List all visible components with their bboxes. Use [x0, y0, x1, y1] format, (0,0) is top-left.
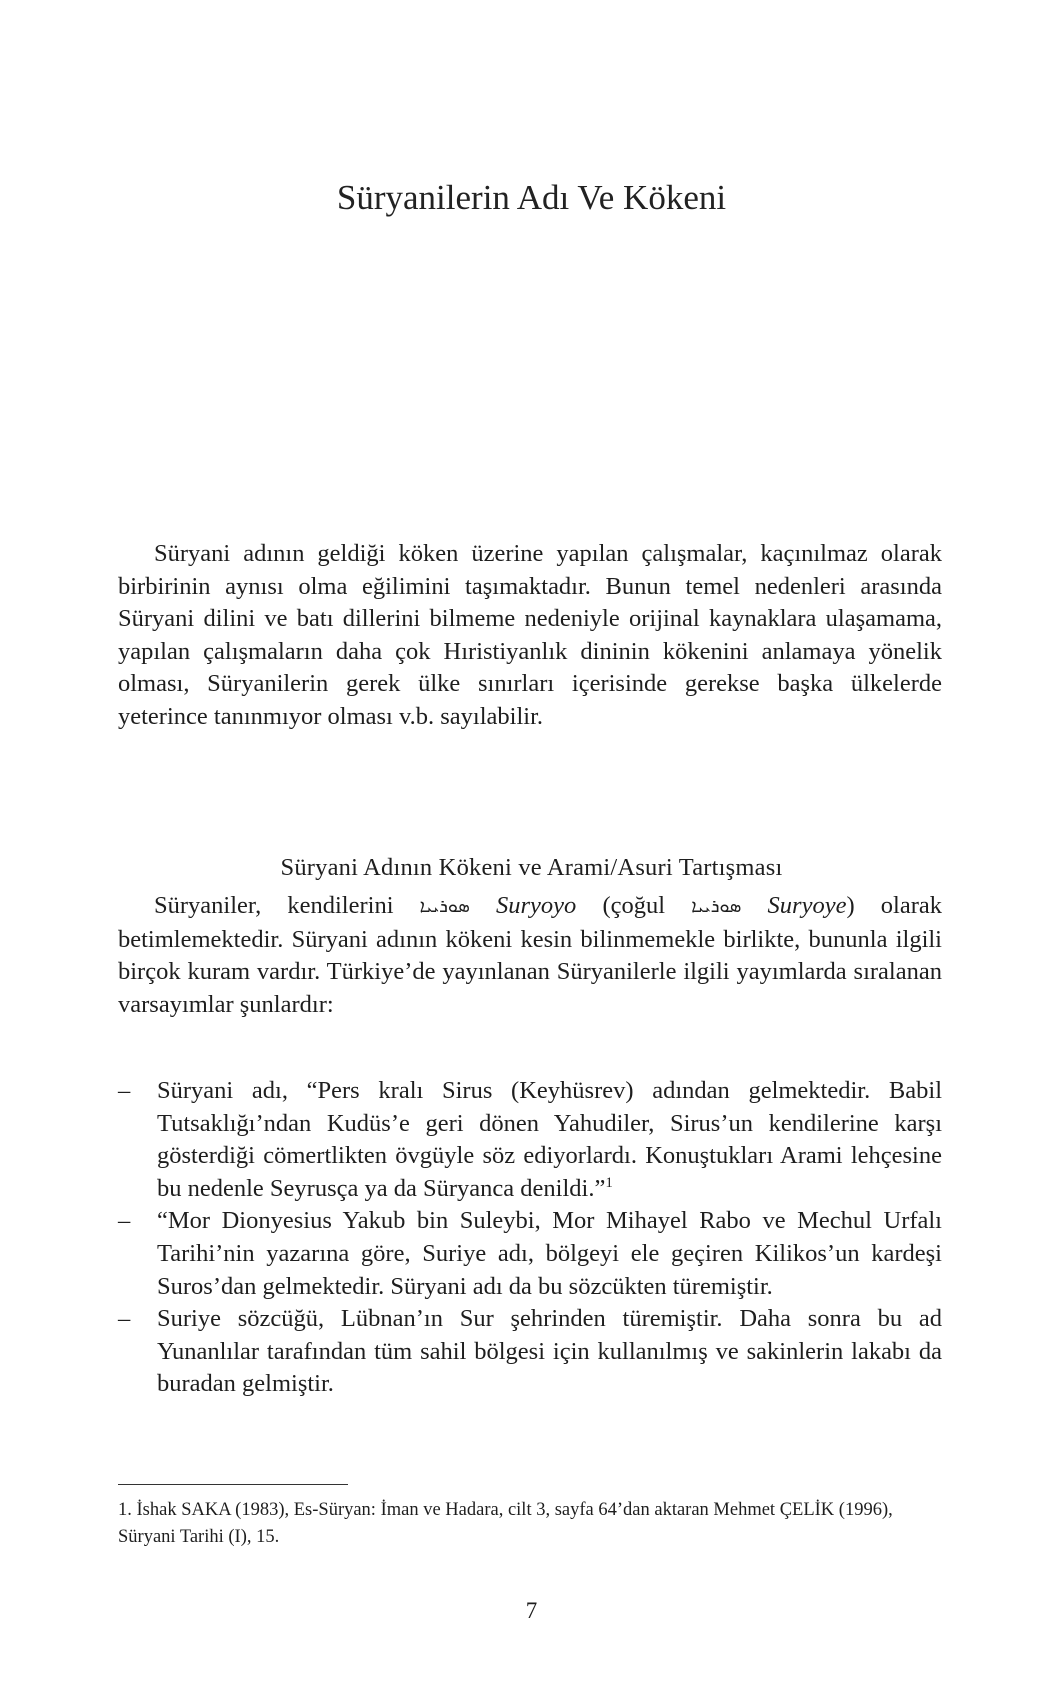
- footnote-divider: [118, 1484, 348, 1485]
- section-paragraph-part1: Süryaniler, kendilerini: [154, 892, 420, 919]
- list-item: [118, 1075, 942, 1205]
- list-dash: –: [118, 1077, 131, 1104]
- list-dash: –: [118, 1207, 131, 1235]
- term-plural: Suryoye: [767, 892, 847, 919]
- list-item: [118, 1303, 942, 1401]
- list-item-text: “Mor Dionyesius Yakub bin Suleybi, Mor Mihayel Rabo ve Mechul Urfalı Tarihi’nin yazarına göre, Suriye adı, bölgeyi ele geçiren Kilikos’un kardeşi Suros’dan gelmektedir. Süryani adı da bu sözcükten türemiştir.: [157, 1207, 942, 1300]
- list-item-text: Süryani adı, “Pers kralı Sirus (Keyhüsrev) adından gelmektedir. Babil Tutsaklığı’ndan Kudüs’e geri dönen Yahudiler, Sirus’un kendilerine karşı gösterdiği cömertlikten övgüyle söz ediyorlardı. Konuştukları Arami lehçesine bu nedenle Seyrusça ya da Süryanca denildi.”: [157, 1077, 942, 1202]
- term-singular: Suryoyo: [496, 892, 577, 919]
- hypotheses-list: [118, 1075, 942, 1401]
- section-paragraph-part3: ) olarak betimlemektedir. Süryani adının kökeni kesin bilinmemekle birlikte, bununla ilgili birçok kuram vardır. Türkiye’de yayınlanan Süryanilerle ilgili yayımlarda sıralanan varsayımlar şunlardır:: [118, 892, 943, 1018]
- section-paragraph: [118, 890, 942, 1021]
- chapter-title: Süryanilerin Adı Ve Kökeni: [336, 178, 727, 217]
- footnote-text: 1. İshak SAKA (1983), Es-Süryan: İman ve Hadara, cilt 3, sayfa 64’dan aktaran Mehmet ÇELİK (1996), Süryani Tarihi (I), 15.: [118, 1500, 893, 1547]
- list-item: [118, 1205, 942, 1303]
- list-dash: –: [118, 1305, 131, 1333]
- intro-section: [118, 538, 942, 734]
- section-paragraph-part2: (çoğul: [576, 892, 692, 919]
- page-number: 7: [525, 1598, 538, 1623]
- intro-paragraph: Süryani adının geldiği köken üzerine yapılan çalışmalar, kaçınılmaz olarak birbirinin aynısı olma eğilimini taşımaktadır. Bunun temel nedenleri arasında Süryani dilini ve batı dillerini bilmeme nedeniyle orijinal kaynaklara ulaşamama, yapılan çalışmaların daha çok Hıristiyanlık dininin kökenini anlamaya yönelik olması, Süryanilerin gerek ülke sınırları içerisinde gerekse başka ülkelerde yeterince tanınmıyor olması v.b. sayılabilir.: [118, 540, 942, 730]
- syriac-word-singular: ܣܘܪܝܝܐ: [419, 896, 470, 917]
- list-item-text: Suriye sözcüğü, Lübnan’ın Sur şehrinden türemiştir. Daha sonra bu ad Yunanlılar tarafından tüm sahil bölgesi için kullanılmış ve sakinlerin lakabı da buradan gelmiştir.: [157, 1305, 942, 1398]
- section-heading: Süryani Adının Kökeni ve Arami/Asuri Tartışması: [280, 854, 783, 881]
- syriac-word-plural: ܣܘܪܝܝܐ: [691, 896, 742, 917]
- footnote-reference[interactable]: 1: [605, 1174, 613, 1191]
- section-body: [118, 890, 942, 1021]
